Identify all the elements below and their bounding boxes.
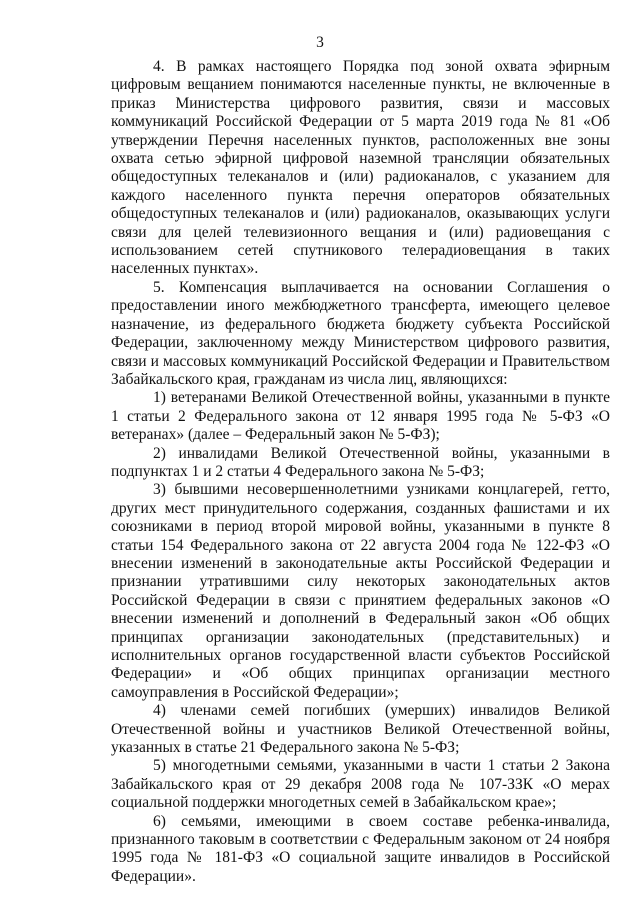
paragraph-item-5: 5. Компенсация выплачивается на основании Соглашения о предоставлении иного межбюджетного трансферта, имеющего целевое назначение, из федерального бюджета бюджету субъекта Российской Федерации, заключенному между Министерством цифрового развития, связи и массовых коммуникаций Российской Федерации и Правительством Забайкальского края, гражданам из числа лиц, являющихся: (111, 278, 610, 388)
list-item-4: 4) членами семей погибших (умерших) инвалидов Великой Отечественной войны и участников Великой Отечественной войны, указанных в статье 21 Федерального закона № 5-ФЗ; (111, 702, 610, 757)
document-body (111, 58, 610, 886)
paragraph-item-4: 4. В рамках настоящего Порядка под зоной охвата эфирным цифровым вещанием понимаются населенные пункты, не включенные в приказ Министерства цифрового развития, связи и массовых коммуникаций Российской Федерации от 5 марта 2019 года № 81 «Об утверждении Перечня населенных пунктов, расположенных вне зоны охвата сетью эфирной цифровой наземной трансляции обязательных общедоступных телеканалов и (или) радиоканалов, с указанием для каждого населенного пункта перечня операторов обязательных общедоступных телеканалов и (или) радиоканалов, оказывающих услуги связи для целей телевизионного вещания и (или) радиовещания с использованием сетей спутникового телерадиовещания в таких населенных пунктах». (111, 58, 610, 278)
list-item-2: 2) инвалидами Великой Отечественной войны, указанными в подпунктах 1 и 2 статьи 4 Федерального закона № 5-ФЗ; (111, 444, 610, 480)
list-item-6: 6) семьями, имеющими в своем составе ребенка-инвалида, признанного таковым в соответствии с Федеральным законом от 24 ноября 1995 года № 181-ФЗ «О социальной защите инвалидов в Российской Федерации». (111, 812, 610, 885)
list-item-3: 3) бывшими несовершеннолетними узниками концлагерей, гетто, других мест принудительного содержания, созданных фашистами и их союзниками в период второй мировой войны, указанными в пункте 8 статьи 154 Федерального закона от 22 августа 2004 года № 122-ФЗ «О внесении изменений в законодательные акты Российской Федерации и признании утратившими силу некоторых законодательных актов Российской Федерации в связи с принятием федеральных законов «О внесении изменений и дополнений в Федеральный закон «Об общих принципах организации законодательных (представительных) и исполнительных органов государственной власти субъектов Российской Федерации» и «Об общих принципах организации местного самоуправления в Российской Федерации»; (111, 481, 610, 701)
list-item-5: 5) многодетными семьями, указанными в части 1 статьи 2 Закона Забайкальского края от 29 декабря 2008 года № 107-ЗЗК «О мерах социальной поддержки многодетных семей в Забайкальском крае»; (111, 757, 610, 812)
list-item-1: 1) ветеранами Великой Отечественной войны, указанными в пункте 1 статьи 2 Федерального закона от 12 января 1995 года № 5-ФЗ «О ветеранах» (далее – Федеральный закон № 5-ФЗ); (111, 389, 610, 444)
page-number: 3 (316, 34, 324, 51)
